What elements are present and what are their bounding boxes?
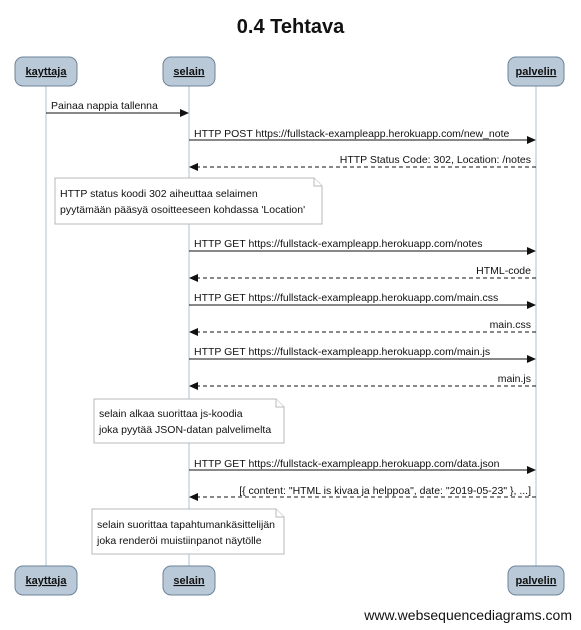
note-1: [55, 178, 322, 224]
message-4: [189, 238, 536, 255]
actor-label: kayttaja: [25, 66, 67, 78]
message-label: HTTP POST https://fullstack-exampleapp.herokuapp.com/new_note: [194, 128, 510, 140]
actor-kayttaja-top: [15, 57, 77, 86]
arrow-head: [527, 136, 536, 144]
message-label: HTTP GET https://fullstack-exampleapp.herokuapp.com/data.json: [194, 458, 500, 470]
actor-palvelin-bottom: [508, 566, 564, 595]
message-label: HTTP GET https://fullstack-exampleapp.herokuapp.com/main.js: [194, 346, 491, 358]
note-2: [94, 399, 284, 443]
arrow-head: [527, 301, 536, 309]
note-3: [92, 509, 284, 554]
actor-selain-bottom: [163, 566, 215, 595]
actor-label: selain: [173, 575, 205, 587]
note-line: selain suorittaa tapahtumankäsittelijän: [97, 519, 276, 531]
actor-label: kayttaja: [25, 575, 67, 587]
message-3: [189, 154, 536, 171]
message-5: [189, 265, 536, 282]
actor-palvelin-top: [508, 57, 564, 86]
message-label: Painaa nappia tallenna: [51, 100, 158, 112]
arrow-head: [180, 109, 189, 117]
message-7: [189, 319, 536, 336]
message-label: main.js: [497, 373, 531, 385]
note-line: selain alkaa suorittaa js-koodia: [99, 408, 243, 420]
actor-kayttaja-bottom: [15, 566, 77, 595]
arrow-head: [189, 163, 198, 171]
message-6: [189, 292, 536, 309]
diagram-title: 0.4 Tehtava: [236, 16, 345, 38]
arrow-head: [527, 466, 536, 474]
message-label: HTTP Status Code: 302, Location: /notes: [339, 154, 531, 166]
actor-label: palvelin: [515, 575, 557, 587]
note-line: pyytämään pääsyä osoitteeseen kohdassa 'Location': [60, 204, 306, 216]
message-8: [189, 346, 536, 363]
arrow-head: [189, 328, 198, 336]
message-label: main.css: [489, 319, 531, 331]
message-9: [189, 373, 536, 390]
note-line: HTTP status koodi 302 aiheuttaa selaimen: [60, 188, 258, 200]
arrow-head: [527, 247, 536, 255]
actor-label: selain: [173, 66, 205, 78]
actor-selain-top: [163, 57, 215, 86]
arrow-head: [527, 355, 536, 363]
arrow-head: [189, 382, 198, 390]
message-10: [189, 458, 536, 474]
message-label: HTML-code: [476, 265, 531, 277]
arrow-head: [189, 493, 198, 501]
message-1: [46, 100, 189, 117]
note-line: joka pyytää JSON-datan palvelimelta: [99, 424, 272, 436]
message-label: HTTP GET https://fullstack-exampleapp.herokuapp.com/notes: [194, 238, 483, 250]
footer-watermark: www.websequencediagrams.com: [364, 607, 572, 623]
message-11: [189, 485, 536, 501]
message-2: [189, 128, 536, 144]
message-label: HTTP GET https://fullstack-exampleapp.herokuapp.com/main.css: [194, 292, 499, 304]
message-label: [{ content: "HTML is kivaa ja helppoa", date: "2019-05-23" }, ...]: [239, 485, 531, 497]
arrow-head: [189, 274, 198, 282]
actor-label: palvelin: [515, 66, 557, 78]
note-line: joka renderöi muistiinpanot näytölle: [97, 535, 262, 547]
